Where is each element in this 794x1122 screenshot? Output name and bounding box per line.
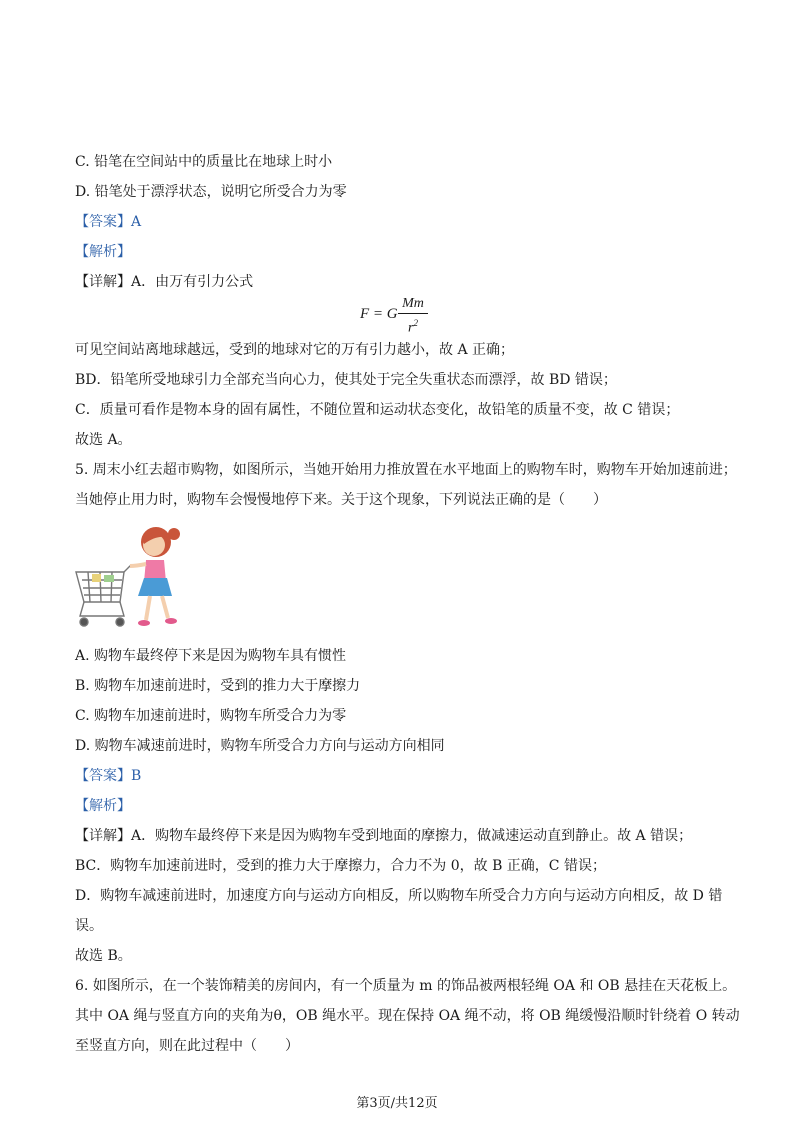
analysis-label-q5: 【解析】 <box>75 798 131 814</box>
analysis-label-q4: 【解析】 <box>75 244 131 260</box>
detail-q4-line2: 可见空间站离地球越远，受到的地球对它的万有引力越小，故 A 正确； <box>75 342 515 358</box>
denominator-base: r <box>408 320 414 336</box>
conclusion-q5: 故选 B。 <box>75 948 132 964</box>
detail-q4-a: 【详解】A．由万有引力公式 <box>75 274 254 290</box>
option-c-q5: C. 购物车加速前进时，购物车所受合力为零 <box>75 708 347 724</box>
question-5-stem-1: 5. 周末小红去超市购物，如图所示，当她开始用力推放置在水平地面上的购物车时，购物车开始加速前进； <box>75 462 737 478</box>
girl-shopping-cart-illustration <box>72 520 192 638</box>
answer-q5: 【答案】B <box>75 768 142 784</box>
detail-q4-bd: BD．铅笔所受地球引力全部充当向心力，使其处于完全失重状态而漂浮，故 BD 错误； <box>75 372 617 388</box>
girl-figure <box>130 527 180 626</box>
detail-q4-c: C．质量可看作是物本身的固有属性，不随位置和运动状态变化，故铅笔的质量不变，故 C 错误； <box>75 402 680 418</box>
detail-q5-bc: BC．购物车加速前进时，受到的推力大于摩擦力，合力不为 0，故 B 正确，C 错误； <box>75 858 606 874</box>
question-5-stem-2: 当她停止用力时，购物车会慢慢地停下来。关于这个现象，下列说法正确的是（ ） <box>75 492 607 508</box>
conclusion-q4: 故选 A。 <box>75 432 132 448</box>
formula-fraction <box>398 296 428 337</box>
option-d-q4: D. 铅笔处于漂浮状态，说明它所受合力为零 <box>75 184 347 200</box>
option-b-q5: B. 购物车加速前进时，受到的推力大于摩擦力 <box>75 678 361 694</box>
answer-q4: 【答案】A <box>75 214 142 230</box>
formula-denominator <box>398 315 428 337</box>
formula-lhs: F = G <box>360 306 398 322</box>
option-a-q5: A. 购物车最终停下来是因为购物车具有惯性 <box>75 648 347 664</box>
detail-q5-a: 【详解】A．购物车最终停下来是因为购物车受到地面的摩擦力，做减速运动直到静止。故 A 错误； <box>75 828 693 844</box>
gravitation-formula <box>360 296 440 336</box>
option-d-q5: D. 购物车减速前进时，购物车所受合力方向与运动方向相同 <box>75 738 445 754</box>
formula-numerator: Mm <box>402 296 424 311</box>
detail-q5-d-cont: 误。 <box>75 918 103 934</box>
question-6-stem-1: 6. 如图所示，在一个装饰精美的房间内，有一个质量为 m 的饰品被两根轻绳 OA 和 OB 悬挂在天花板上。 <box>75 978 737 994</box>
fraction-bar <box>398 313 428 314</box>
detail-q5-d: D．购物车减速前进时，加速度方向与运动方向相反，所以购物车所受合力方向与运动方向相反，故 D 错 <box>75 888 723 904</box>
option-c-q4: C. 铅笔在空间站中的质量比在地球上时小 <box>75 154 333 170</box>
denominator-exponent: 2 <box>413 318 418 328</box>
question-6-stem-3: 至竖直方向，则在此过程中（ ） <box>75 1038 299 1054</box>
page-number-footer: 第3页/共12页 <box>356 1096 438 1111</box>
question-6-stem-2: 其中 OA 绳与竖直方向的夹角为θ，OB 绳水平。现在保持 OA 绳不动，将 OB 绳缓慢沿顺时针绕着 O 转动 <box>75 1008 740 1024</box>
